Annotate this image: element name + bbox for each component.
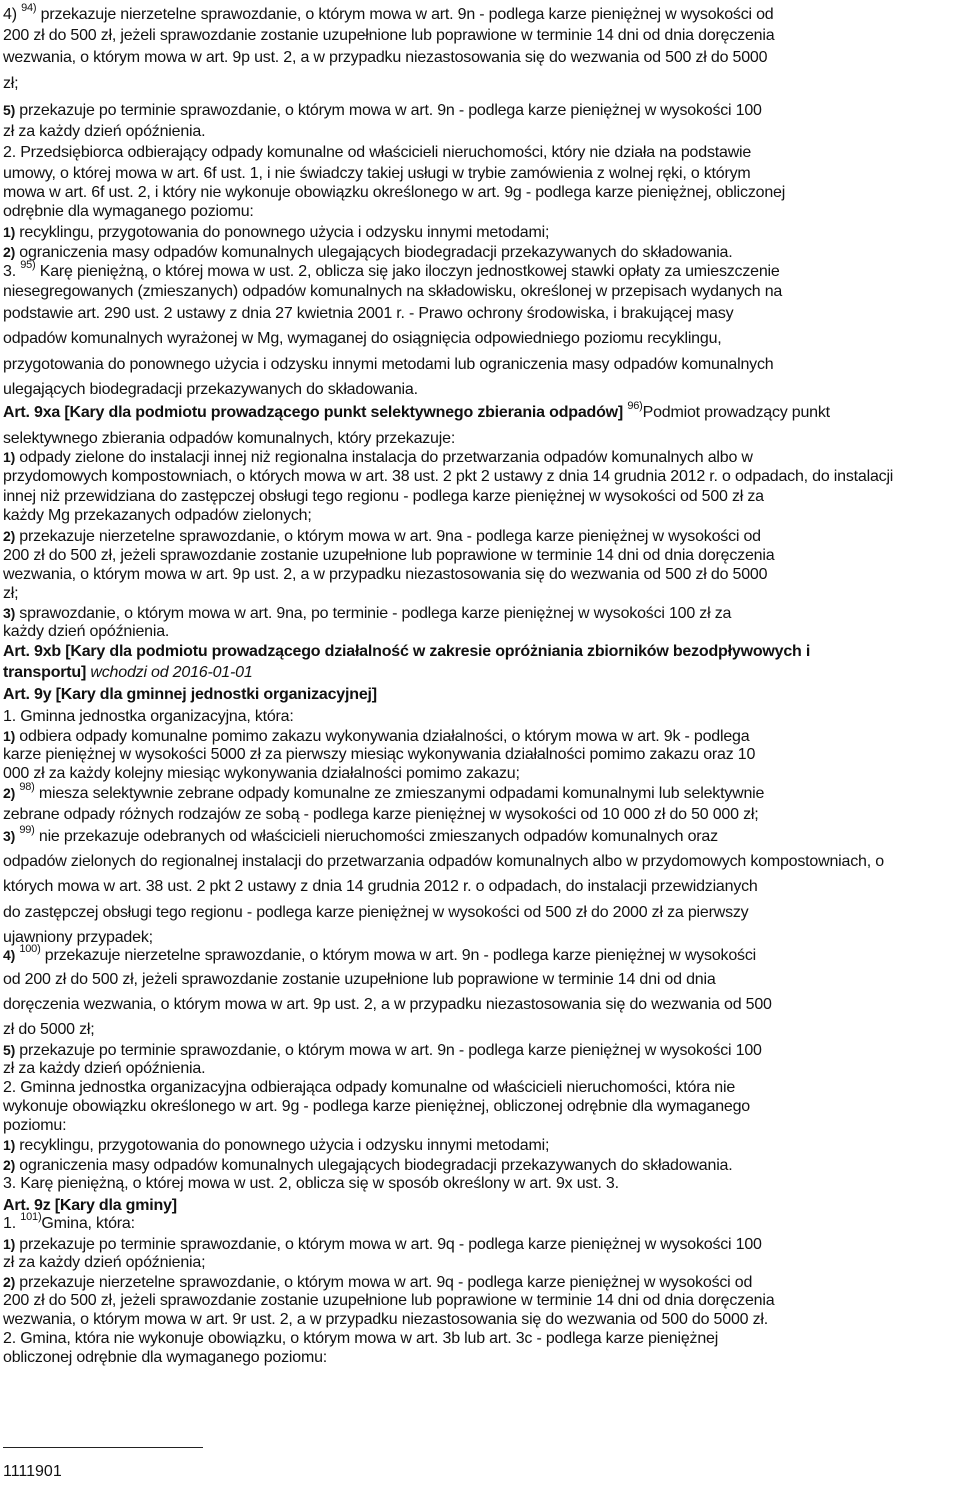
text-line: innej niż przewidziana do zastępczej obsługi tego regionu - podlega karze pieniężnej w wysokości od 500 zł za (3, 488, 764, 505)
text-line: 000 zł za każdy kolejny miesiąc wykonywania działalności pomimo zakazu; (3, 765, 520, 782)
text-line: 3. $^{95)}$ Karę pieniężną, o której mowa w ust. 2, oblicza się jako iloczyn jednostkowej stawki opłaty za umieszczenie (3, 259, 780, 280)
text-line: wykonuje obowiązku określonego w art. 9g - podlega karze pieniężnej, obliczonej odrębnie dla wymaganego (3, 1098, 750, 1115)
text-line: Art. 9z [Kary dla gminy] (3, 1197, 177, 1214)
text-line: zł do 5000 zł; (3, 1021, 95, 1038)
text-line: przygotowania do ponownego użycia i odzysku innymi metodami lub ograniczenia masy odpadów komunalnych (3, 356, 774, 373)
text-line: doręczenia wezwania, o którym mowa w art. 9p ust. 2, a w przypadku niezastosowania się do wezwania od 500 (3, 996, 772, 1013)
text-line: ulegających biodegradacji przekazywanych do składowania. (3, 381, 418, 398)
text-line: Art. 9y [Kary dla gminnej jednostki organizacyjnej] (3, 686, 377, 703)
text-line: wezwania, o którym mowa w art. 9p ust. 2, a w przypadku niezastosowania się do wezwania od 500 zł do 5000 (3, 566, 768, 583)
text-line: 4) $^{100)}$ przekazuje nierzetelne sprawozdanie, o którym mowa w art. 9n - podlega karze pieniężnej w wysokości (3, 943, 756, 964)
text-line: 200 zł do 500 zł, jeżeli sprawozdanie zostanie uzupełnione lub poprawione w terminie 14 dni od dnia doręczenia (3, 1292, 775, 1309)
text-line: 1) odbiera odpady komunalne pomimo zakazu wykonywania działalności, o którym mowa w art. 9k - podlega (3, 728, 750, 745)
text-line: 2) ograniczenia masy odpadów komunalnych ulegających biodegradacji przekazywanych do składowania. (3, 244, 733, 261)
footnote-rule (3, 1447, 203, 1448)
text-line: każdy Mg przekazanych odpadów zielonych; (3, 507, 312, 524)
text-line: 3) $^{99)}$ nie przekazuje odebranych od właścicieli nieruchomości zmieszanych odpadów komunalnych oraz (3, 824, 718, 845)
text-line: podstawie art. 290 ust. 2 ustawy z dnia 27 kwietnia 2001 r. - Prawo ochrony środowiska, i brakującej masy (3, 305, 734, 322)
text-line: niesegregowanych (zmieszanych) odpadów komunalnych na składowisku, określonej w przepisach wydanych na (3, 283, 783, 300)
text-line: 1) przekazuje po terminie sprawozdanie, o którym mowa w art. 9q - podlega karze pieniężnej w wysokości 100 (3, 1236, 762, 1253)
text-line: 1) recyklingu, przygotowania do ponownego użycia i odzysku innymi metodami; (3, 224, 550, 241)
text-line: 2) przekazuje nierzetelne sprawozdanie, o którym mowa w art. 9na - podlega karze pieniężnej w wysokości od (3, 528, 761, 545)
text-line: karze pieniężnej w wysokości 5000 zł za pierwszy miesiąc wykonywania działalności pomimo zakazu oraz 10 (3, 746, 756, 763)
text-line: 5) przekazuje po terminie sprawozdanie, o którym mowa w art. 9n - podlega karze pieniężnej w wysokości 100 (3, 1042, 762, 1059)
text-line: umowy, o której mowa w art. 6f ust. 1, i nie świadczy takiej usługi w trybie zamówienia z wolnej ręki, o którym (3, 165, 751, 182)
page-footer-id: 1111901 (3, 1463, 62, 1480)
text-line: obliczonej odrębnie dla wymaganego poziomu: (3, 1349, 328, 1366)
text-line: zł; (3, 585, 19, 602)
text-line: wezwania, o którym mowa w art. 9p ust. 2, a w przypadku niezastosowania się do wezwania od 500 zł do 5000 (3, 49, 768, 66)
text-line: zebrane odpady różnych rodzajów ze sobą - podlega karze pieniężnej w wysokości od 10 000 zł do 50 000 zł; (3, 806, 759, 823)
text-line: 2) przekazuje nierzetelne sprawozdanie, o którym mowa w art. 9q - podlega karze pieniężnej w wysokości od (3, 1274, 753, 1291)
text-line: Art. 9xa [Kary dla podmiotu prowadzącego punkt selektywnego zbierania odpadów] $^{96)}$Podmiot prowadzący punkt (3, 400, 830, 421)
text-line: wezwania, o którym mowa w art. 9r ust. 2, a w przypadku niezastosowania się do wezwania od 500 do 5000 zł. (3, 1311, 768, 1328)
text-line: 1. Gminna jednostka organizacyjna, która: (3, 708, 294, 725)
text-line: 5) przekazuje po terminie sprawozdanie, o którym mowa w art. 9n - podlega karze pieniężnej w wysokości 100 (3, 102, 762, 119)
text-line: zł; (3, 75, 19, 92)
text-line: 2. Gminna jednostka organizacyjna odbierająca odpady komunalne od właścicieli nieruchomości, która nie (3, 1079, 736, 1096)
text-line: przydomowych kompostowniach, o których mowa w art. 38 ust. 2 pkt 2 ustawy z dnia 14 grudnia 2012 r. o odpadach, do instalacji (3, 468, 894, 485)
text-line: 2. Gmina, która nie wykonuje obowiązku, o którym mowa w art. 3b lub art. 3c - podlega karze pieniężnej (3, 1330, 719, 1347)
text-line: zł za każdy dzień opóźnienia. (3, 123, 206, 140)
text-line: od 200 zł do 500 zł, jeżeli sprawozdanie zostanie uzupełnione lub poprawione w terminie 14 dni od dnia (3, 971, 716, 988)
text-line: 2) $^{98)}$ miesza selektywnie zebrane odpady komunalne ze zmieszanymi odpadami komunalnymi lub selektywnie (3, 781, 765, 802)
text-line: do zastępczej obsługi tego regionu - podlega karze pieniężnej w wysokości od 500 zł do 2000 zł za pierwszy (3, 904, 749, 921)
text-line: mowa w art. 6f ust. 2, i który nie wykonuje obowiązku określonego w art. 9g - podlega karze pieniężnej, obliczonej (3, 184, 786, 201)
text-line: ujawniony przypadek; (3, 929, 153, 946)
text-line: każdy dzień opóźnienia. (3, 623, 170, 640)
text-line: Art. 9xb [Kary dla podmiotu prowadzącego działalność w zakresie opróżniania zbiorników bezodpływowych i (3, 643, 811, 660)
text-line: 2) ograniczenia masy odpadów komunalnych ulegających biodegradacji przekazywanych do składowania. (3, 1157, 733, 1174)
text-line: zł za każdy dzień opóźnienia; (3, 1254, 206, 1271)
text-line: 2. Przedsiębiorca odbierający odpady komunalne od właścicieli nieruchomości, który nie działa na podstawie (3, 144, 752, 161)
text-line: transportu] wchodzi od 2016-01-01 (3, 664, 253, 681)
text-line: 1) recyklingu, przygotowania do ponownego użycia i odzysku innymi metodami; (3, 1137, 550, 1154)
text-line: których mowa w art. 38 ust. 2 pkt 2 ustawy z dnia 14 grudnia 2012 r. o odpadach, do instalacji przewidzianych (3, 878, 758, 895)
text-line: 3) sprawozdanie, o którym mowa w art. 9na, po terminie - podlega karze pieniężnej w wysokości 100 zł za (3, 605, 732, 622)
text-line: 200 zł do 500 zł, jeżeli sprawozdanie zostanie uzupełnione lub poprawione w terminie 14 dni od dnia doręczenia (3, 547, 775, 564)
text-line: 3. Karę pieniężną, o której mowa w ust. 2, oblicza się w sposób określony w art. 9x ust. 3. (3, 1175, 619, 1192)
text-line: poziomu: (3, 1117, 67, 1134)
text-line: odrębnie dla wymaganego poziomu: (3, 203, 254, 220)
text-line: odpadów zielonych do regionalnej instalacji do przetwarzania odpadów komunalnych albo w przydomowych kompostowniach, o (3, 853, 884, 870)
text-line: odpadów komunalnych wyrażonej w Mg, wymaganej do osiągnięcia odpowiedniego poziomu recyklingu, (3, 330, 722, 347)
text-line: 1) odpady zielone do instalacji innej niż regionalna instalacja do przetwarzania odpadów komunalnych albo w (3, 449, 753, 466)
text-line: 4) $^{94)}$ przekazuje nierzetelne sprawozdanie, o którym mowa w art. 9n - podlega karze pieniężnej w wysokości od (3, 2, 774, 23)
text-line: selektywnego zbierania odpadów komunalnych, który przekazuje: (3, 430, 456, 447)
text-line: 1. $^{101)}$Gmina, która: (3, 1211, 135, 1232)
text-line: 200 zł do 500 zł, jeżeli sprawozdanie zostanie uzupełnione lub poprawione w terminie 14 dni od dnia doręczenia (3, 27, 775, 44)
text-line: zł za każdy dzień opóźnienia. (3, 1060, 206, 1077)
